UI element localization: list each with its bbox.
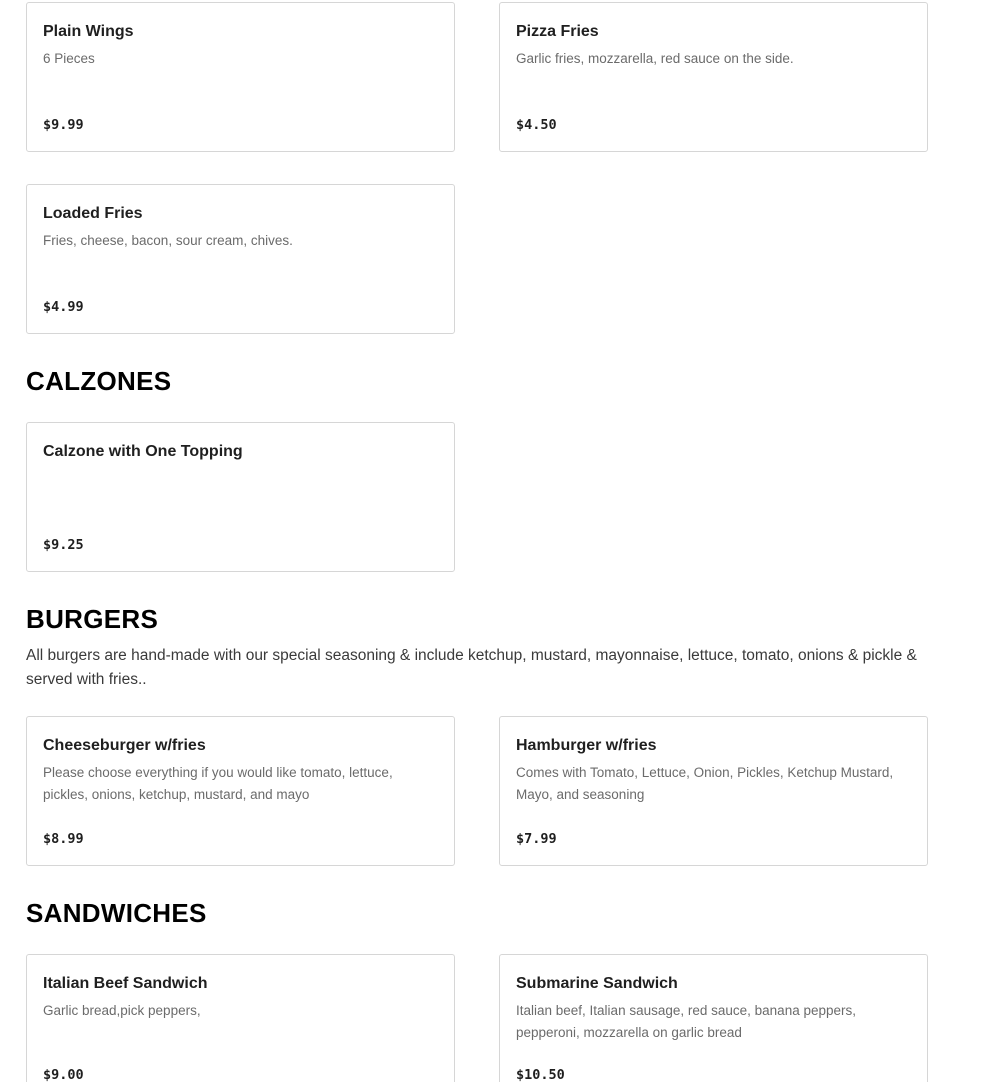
menu-item-card[interactable]: [499, 716, 928, 866]
menu-item-description: Fries, cheese, bacon, sour cream, chives.: [43, 233, 293, 248]
section-title-burgers: BURGERS: [26, 604, 159, 634]
menu-item-name: Plain Wings: [43, 23, 134, 40]
menu-item-card[interactable]: [26, 2, 455, 152]
menu-item-price: $7.99: [516, 831, 557, 847]
menu-item-description: Garlic fries, mozzarella, red sauce on the side.: [516, 51, 794, 66]
menu-item-name: Hamburger w/fries: [516, 737, 657, 754]
menu-item-price: $4.50: [516, 117, 557, 133]
menu-item-price: $8.99: [43, 831, 84, 847]
menu-item-card[interactable]: [26, 716, 455, 866]
menu-item-description: Italian beef, Italian sausage, red sauce, banana peppers, pepperoni, mozzarella on garlic bread: [516, 1003, 856, 1040]
menu-item-price: $9.99: [43, 117, 84, 133]
menu-item-description: Please choose everything if you would like tomato, lettuce, pickles, onions, ketchup, mustard, and mayo: [43, 765, 393, 802]
menu-item-card[interactable]: [26, 422, 455, 572]
menu-item-name: Italian Beef Sandwich: [43, 975, 208, 992]
menu-item-price: $9.00: [43, 1067, 84, 1083]
section-description-burgers: All burgers are hand-made with our special seasoning & include ketchup, mustard, mayonnaise, lettuce, tomato, onions & pickle & served with fries..: [26, 647, 917, 688]
menu-item-description: Garlic bread,pick peppers,: [43, 1003, 201, 1018]
menu-item-card[interactable]: [499, 2, 928, 152]
menu-item-card[interactable]: [499, 954, 928, 1082]
menu-item-price: $9.25: [43, 537, 84, 553]
menu-item-name: Loaded Fries: [43, 205, 143, 222]
menu-item-card[interactable]: [26, 954, 455, 1082]
menu-item-name: Calzone with One Topping: [43, 443, 243, 460]
menu-item-card[interactable]: [26, 184, 455, 334]
section-title-sandwiches: SANDWICHES: [26, 898, 207, 928]
menu-item-name: Submarine Sandwich: [516, 975, 678, 992]
section-title-calzones: CALZONES: [26, 366, 172, 396]
menu-item-price: $10.50: [516, 1067, 565, 1083]
menu-item-name: Cheeseburger w/fries: [43, 737, 206, 754]
menu-item-price: $4.99: [43, 299, 84, 315]
menu-item-description: 6 Pieces: [43, 51, 95, 66]
menu-item-name: Pizza Fries: [516, 23, 599, 40]
menu-item-description: Comes with Tomato, Lettuce, Onion, Pickles, Ketchup Mustard, Mayo, and seasoning: [516, 765, 894, 802]
